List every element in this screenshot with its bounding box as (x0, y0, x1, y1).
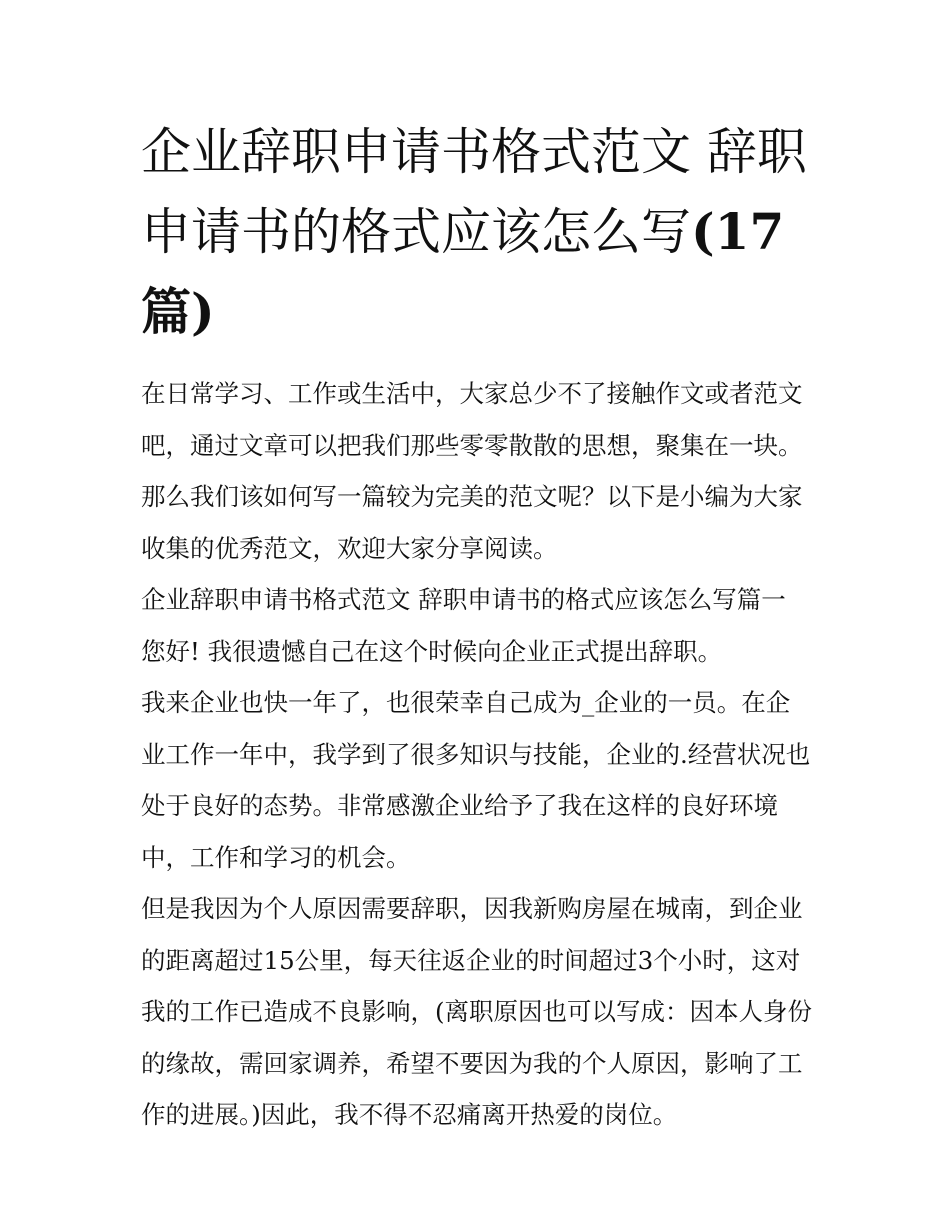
document-page (141, 112, 813, 1141)
paragraph-greeting: 您好! 我很遗憾自己在这个时候向企业正式提出辞职。 (141, 636, 723, 666)
paragraph-intro: 在日常学习、工作或生活中，大家总少不了接触作文或者范文吧，通过文章可以把我们那些零零散散的思想，聚集在一块。那么我们该如何写一篇较为完美的范文呢？以下是小编为大家收集的优秀范文，欢迎大家分享阅读。 (141, 379, 803, 563)
paragraph-section-heading: 企业辞职申请书格式范文 辞职申请书的格式应该怎么写篇一 (141, 585, 786, 614)
document-body (141, 368, 813, 1141)
paragraph-reason: 但是我因为个人原因需要辞职，因我新购房屋在城南，到企业的距离超过15公里，每天往返企业的时间超过3个小时，这对我的工作已造成不良影响，(离职原因也可以写成：因本人身份的缘故，需回家调养，希望不要因为我的个人原因，影响了工作的进展。)因此，我不得不忍痛离开热爱的岗位。 (141, 894, 813, 1129)
paragraph-experience: 我来企业也快一年了，也很荣幸自己成为_企业的一员。在企业工作一年中，我学到了很多知识与技能，企业的.经营状况也处于良好的态势。非常感激企业给予了我在这样的良好环境中，工作和学习的机会。 (141, 688, 811, 872)
title-count: (17篇) (141, 202, 785, 341)
document-title: 企业辞职申请书格式范文 辞职申请书的格式应该怎么写(17篇) (141, 123, 807, 341)
